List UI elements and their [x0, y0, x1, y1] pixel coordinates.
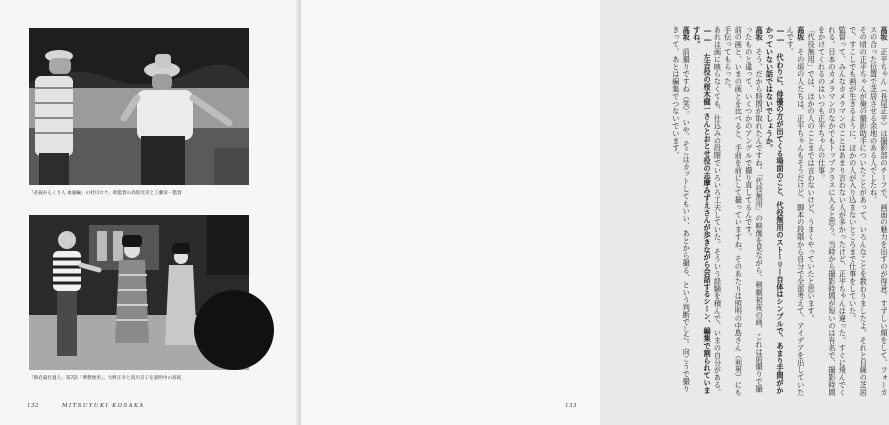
page-number-right: 133 [565, 403, 577, 409]
running-head: MITSUYUKI KOSAKA [62, 403, 145, 409]
photo-2-illustration [29, 215, 249, 370]
interview-paragraph [806, 26, 816, 398]
interview-paragraph [743, 26, 764, 398]
photo-1-caption: 「必殺からくり人 血風編」の杜川ロケ。助監督の高坂光幸と工藤栄一監督 [29, 191, 182, 196]
paragraph-text: ―― 代わりに、俳優の方が出てくる場面のこと、代役無用のストーリー自体はシンプルで、あまり手間がかかっていない話ではないでしょうか。 [765, 26, 785, 394]
photo-2-caption: 「新必殺仕置人」第7話「夢想無用」。大野正幸と清川京子を説明中の高坂 [29, 376, 182, 381]
interview-paragraph [712, 26, 722, 398]
paragraph-text: その頃の人たちは、正平ちゃんもそうだけど、脚本の段階から自分で全部考えて、アイデアを出していたんです。 [786, 26, 806, 397]
interview-text [569, 26, 889, 398]
interview-paragraph [670, 26, 691, 398]
speaker-name: 高坂 [755, 26, 765, 49]
interview-paragraph [691, 26, 712, 398]
paragraph-text: 監督って、みんなカメラマンのことはあまり言わない人が多かったけど、正平ちゃんは違った。すぐに飛んでくれる。日本のカメラマンのなかでもトップクラスに入ると思う。当時から撮影時間が短いのは有名で、撮影時間をかけてくれるのはいつも正平ちゃんの仕事。 [817, 26, 848, 396]
page-number-left: 132 [27, 403, 39, 409]
paragraph-text: 前の画と、いまの画とを比べると、手前を前にして撮っていますね。そのあたりは照明の中島さん（利男）にも手伝ってもらった。 [723, 26, 744, 396]
left-page [0, 0, 299, 425]
right-page [301, 0, 889, 425]
photo-film-set [29, 215, 249, 370]
interview-paragraph [723, 26, 744, 398]
speaker-name: 高坂 [880, 26, 889, 49]
paragraph-text: ―― 左吉役の桜木健一さんとおとせ役の志摩みずえさんが歩きながら会話するシーン、編集で割られていますね。 [692, 26, 713, 394]
speaker-name: 高坂 [796, 26, 806, 49]
paragraph-text: 前撮りですね（笑）。いや、そこはカットしてもいい、あとから撮る、という判断でした。向こうで撮りきって、あとは編集でつないでいます。 [671, 26, 692, 393]
interview-paragraph [868, 26, 889, 398]
paragraph-text: 正平ちゃん（長尾正平）は撮影部のチーフで、画面の魅力を出すのが得意。すずしい顔をして、フォーカスの合った位置で芝居させる余地のある人でしたね。 [869, 26, 889, 397]
interview-paragraph [847, 26, 868, 398]
paragraph-text: 「代役無用」では、ほかの人のことまでは言わないけど、うまくやっていたと思います。 [807, 26, 817, 322]
paragraph-text: そう、だから時間が取れたんですね。「代役無用」の映像を見ながら、剣劇初夜の画、これは前撮りで撮ったものと違って、いくつかのアングルで撮り直してるんです。 [744, 26, 765, 393]
interview-paragraph [785, 26, 806, 398]
photo-location-shoot [29, 28, 249, 185]
photo-1-illustration [29, 28, 249, 185]
paragraph-text: あれは画に映らなくても、仕込みの段階でいろいろ工夫していた。そういう経験を積んで、いまの自分がある。 [713, 26, 723, 396]
paragraph-text: その頃の正平ちゃんが俺の撮影助手についたことがあって、いろんなことを教わりましたよ。それと目線の芝居で、すこしでも画が生きるように、ほかの人が入り込まないところまで仕事をしていた。 [848, 26, 869, 396]
speaker-name: 高坂 [682, 26, 692, 49]
interview-paragraph [764, 26, 785, 398]
interview-paragraph [816, 26, 847, 398]
